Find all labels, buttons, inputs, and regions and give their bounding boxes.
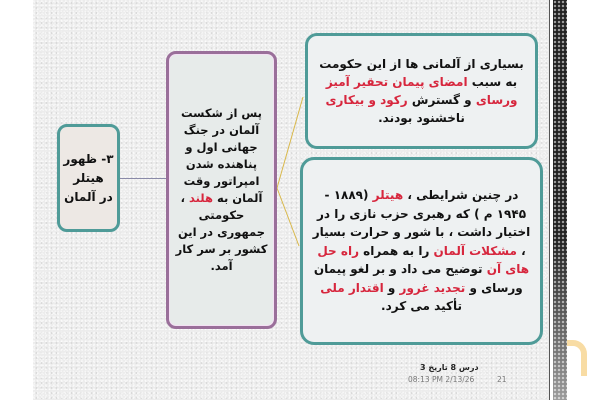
watermark-logo-icon [567,340,587,376]
text-segment: در چنین شرایطی ، [403,188,519,203]
highlighted-term: امضای پیمان تحقیر آمیز ورسای [325,75,518,107]
text-segment: و [383,280,400,295]
context-text [175,105,268,275]
discontent-box [305,33,538,149]
highlighted-term: اقتدار ملی [320,280,384,295]
footer-lesson-title: درس 8 تاریخ 3 [420,363,479,372]
discontent-text [316,55,527,127]
text-segment: ناخشنود بودند. [378,111,465,125]
highlighted-term: تجدید غرور [399,280,466,295]
hitler-rise-text [311,186,532,316]
footer-datetime: 08:13 PM 2/13/26 [408,375,475,384]
topic-title-line: هیتلر [73,170,104,185]
text-segment: و گسترش [407,93,476,107]
footer-page-number: 21 [497,375,507,384]
decorative-dot-pattern [553,0,567,400]
text-segment: را به همراه [358,243,434,258]
context-box [166,51,277,329]
highlighted-term: رکود و بیکاری [325,93,408,107]
topic-title-line: در آلمان [64,189,113,204]
text-segment: پس از شکست آلمان در جنگ جهانی اول و پناهنده شدن امپراتور وقت آلمان به [180,106,263,205]
highlighted-term: مشکلات آلمان [433,243,517,258]
hitler-rise-box [300,157,543,345]
text-segment: توضیح می داد و بر لغو پیمان ورسای و [313,262,523,295]
connector-line-title-to-middle [120,178,166,179]
text-segment: تأکید می کرد. [381,299,462,314]
highlighted-term: هیتلر [372,188,404,203]
text-segment: بسیاری از آلمانی ها از این حکومت به سبب [319,57,524,89]
topic-title-line: ۳- ظهور [63,151,114,166]
text-segment: (۱۸۸۹ - ۱۹۴۵ م ) که رهبری حزب نازی را در اختیار داشت ، با شور و حرارت بسیار ، [312,188,531,258]
highlighted-term: راه حل های آن [317,243,530,277]
topic-title-box [57,124,120,232]
highlighted-term: هلند [188,191,213,205]
text-segment: ، حکومتی جمهوری در این کشور بر سر کار آمد. [175,191,268,273]
